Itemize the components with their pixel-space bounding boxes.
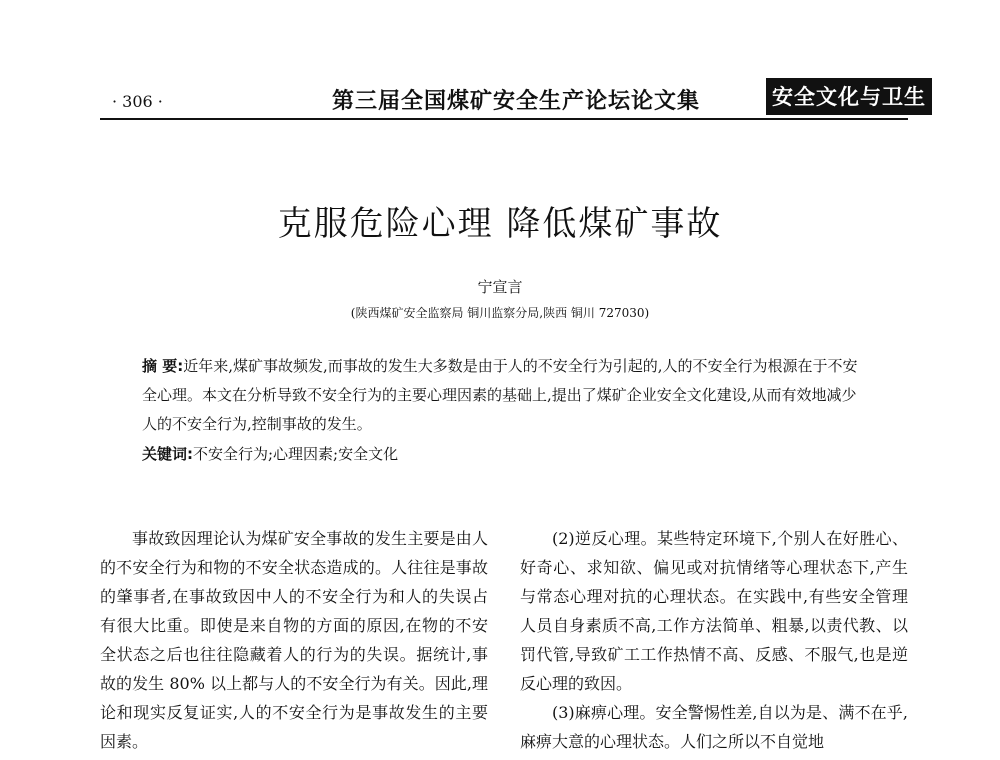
journal-title: 第三届全国煤矿安全生产论坛论文集 <box>332 89 701 114</box>
abstract-label: 摘 要: <box>142 357 184 375</box>
body-paragraph: (2)逆反心理。某些特定环境下,个别人在好胜心、好奇心、求知欲、偏见或对抗情绪等心理状态下,产生与常态心理对抗的心理状态。在实践中,有些安全管理人员自身素质不高,工作方法简单、粗暴,以责代教、以罚代管,导致矿工工作热情不高、反感、不服气,也是逆反心理的致因。 <box>520 529 908 693</box>
header-rule <box>100 118 908 120</box>
abstract <box>142 352 870 439</box>
page-number: · 306 · <box>112 92 163 111</box>
keywords <box>142 440 870 469</box>
author-name: 宁宣言 <box>477 278 523 296</box>
body-paragraph: 事故致因理论认为煤矿安全事故的发生主要是由人的不安全行为和物的不安全状态造成的。人往往是事故的肇事者,在事故致因中人的不安全行为和人的失误占有很大比重。即使是来自物的方面的原因,在物的不安全状态之后也往往隐藏着人的行为的失误。据统计,事故的发生 80% 以上都与人的不安全行为有关。因此,理论和现实反复证实,人的不安全行为是事故发生的主要因素。 <box>100 529 488 751</box>
article-title: 克服危险心理 降低煤矿事故 <box>277 204 723 244</box>
body-column-left <box>100 524 488 756</box>
keywords-text: 不安全行为;心理因素;安全文化 <box>193 445 399 463</box>
body-paragraph: (3)麻痹心理。安全警惕性差,自以为是、满不在乎,麻痹大意的心理状态。人们之所以不自觉地 <box>520 703 908 751</box>
section-tag: 安全文化与卫生 <box>766 78 932 115</box>
abstract-text: 近年来,煤矿事故频发,而事故的发生大多数是由于人的不安全行为引起的,人的不安全行为根源在于不安全心理。本文在分析导致不安全行为的主要心理因素的基础上,提出了煤矿企业安全文化建设,从而有效地减少人的不安全行为,控制事故的发生。 <box>142 357 858 433</box>
author-affiliation: (陕西煤矿安全监察局 铜川监察分局,陕西 铜川 727030) <box>350 306 650 320</box>
body-column-right <box>520 524 908 756</box>
keywords-label: 关键词: <box>142 445 193 463</box>
